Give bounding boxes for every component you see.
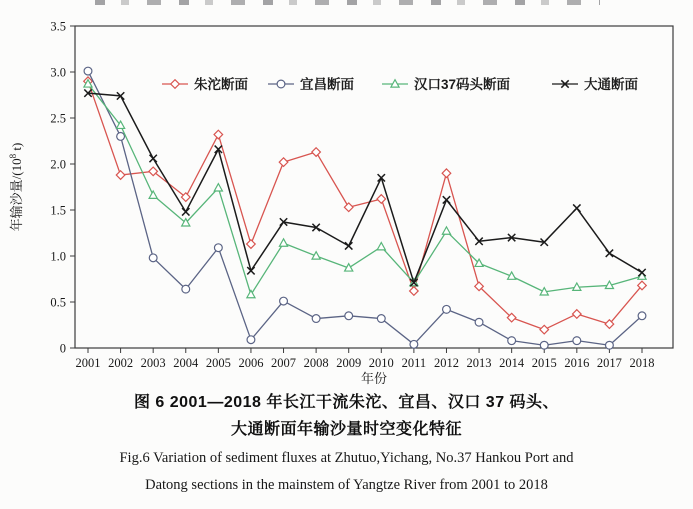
triangle-marker [279,239,287,246]
legend-item-汉口37码头断面 [382,76,511,92]
x-axis-title: 年份 [360,371,388,386]
x-tick-label: 2006 [238,356,264,370]
legend-label: 大通断面 [584,77,638,92]
circle-marker [638,312,646,320]
x-tick-label: 2016 [564,356,590,370]
diamond-marker [247,240,256,249]
x-axis [76,348,655,386]
circle-marker [508,337,516,345]
circle-marker [182,285,190,293]
y-tick-label: 3.5 [50,19,66,34]
figure-caption-en-line1: Fig.6 Variation of sediment fluxes at Zhutuo,Yichang, No.37 Hankou Port and [119,450,574,466]
diamond-marker [214,130,223,139]
circle-marker [377,315,385,323]
x-tick-label: 2004 [173,356,199,370]
x-tick-label: 2015 [531,356,557,370]
diamond-marker [540,325,549,334]
diamond-marker [377,195,386,204]
plot-frame [75,26,673,348]
circle-marker [606,341,614,349]
circle-marker [410,340,418,348]
figure-caption-en-line2: Datong sections in the mainstem of Yangtze River from 2001 to 2018 [145,477,548,493]
x-tick-label: 2009 [336,356,362,370]
x-tick-label: 2008 [303,356,329,370]
circle-marker [573,337,581,345]
y-tick-label: 0 [59,341,66,356]
circle-marker [345,312,353,320]
circle-marker [117,133,125,141]
y-tick-label: 1.0 [50,249,66,264]
legend-item-朱沱断面 [162,76,248,92]
x-tick-label: 2003 [140,356,166,370]
x-tick-label: 2011 [401,356,427,370]
triangle-marker [442,227,450,234]
x-tick-label: 2007 [271,356,297,370]
circle-marker [540,341,548,349]
triangle-marker [247,290,255,297]
series-朱沱断面 [84,77,647,334]
y-tick-label: 2.0 [50,157,66,172]
legend-label: 宜昌断面 [300,77,354,92]
y-axis [8,19,75,355]
x-tick-label: 2012 [433,356,459,370]
triangle-marker [377,243,385,250]
diamond-marker [312,148,321,157]
circle-marker [149,254,157,262]
circle-marker [280,297,288,305]
triangle-marker [149,191,157,198]
triangle-marker [214,184,222,191]
diamond-marker [442,169,451,178]
y-tick-label: 1.5 [50,203,66,218]
circle-marker [277,80,285,88]
series-汉口37码头断面 [84,80,646,298]
figure-caption-zh-line1: 图 6 2001—2018 年长江干流朱沱、宜昌、汉口 37 码头、 [133,394,560,411]
diamond-marker [410,287,419,296]
y-tick-label: 0.5 [50,295,66,310]
x-tick-label: 2013 [466,356,492,370]
circle-marker [214,244,222,252]
y-axis-title: 年输沙量$/(10^8$ t) [8,142,24,232]
x-tick-label: 2010 [368,356,394,370]
figure-caption-zh-line2: 大通断面年输沙量时空变化特征 [230,421,462,438]
x-tick-label: 2014 [499,356,525,370]
x-tick-label: 2018 [629,356,655,370]
legend-item-宜昌断面 [268,76,354,92]
y-tick-label: 3.0 [50,65,66,80]
diamond-marker [171,80,180,89]
diamond-marker [573,310,582,319]
diamond-marker [344,203,353,212]
legend-label: 汉口37码头断面 [414,77,511,92]
diamond-marker [116,171,125,180]
circle-marker [247,336,255,344]
legend-label: 朱沱断面 [194,77,248,92]
circle-marker [475,318,483,326]
y-tick-label: 2.5 [50,111,66,126]
circle-marker [443,305,451,313]
diamond-marker [279,158,288,167]
circle-marker [84,67,92,75]
x-tick-label: 2005 [205,356,231,370]
x-tick-label: 2017 [596,356,622,370]
x-tick-label: 2002 [108,356,134,370]
circle-marker [312,315,320,323]
x-tick-label: 2001 [75,356,101,370]
legend-item-大通断面 [552,76,638,92]
